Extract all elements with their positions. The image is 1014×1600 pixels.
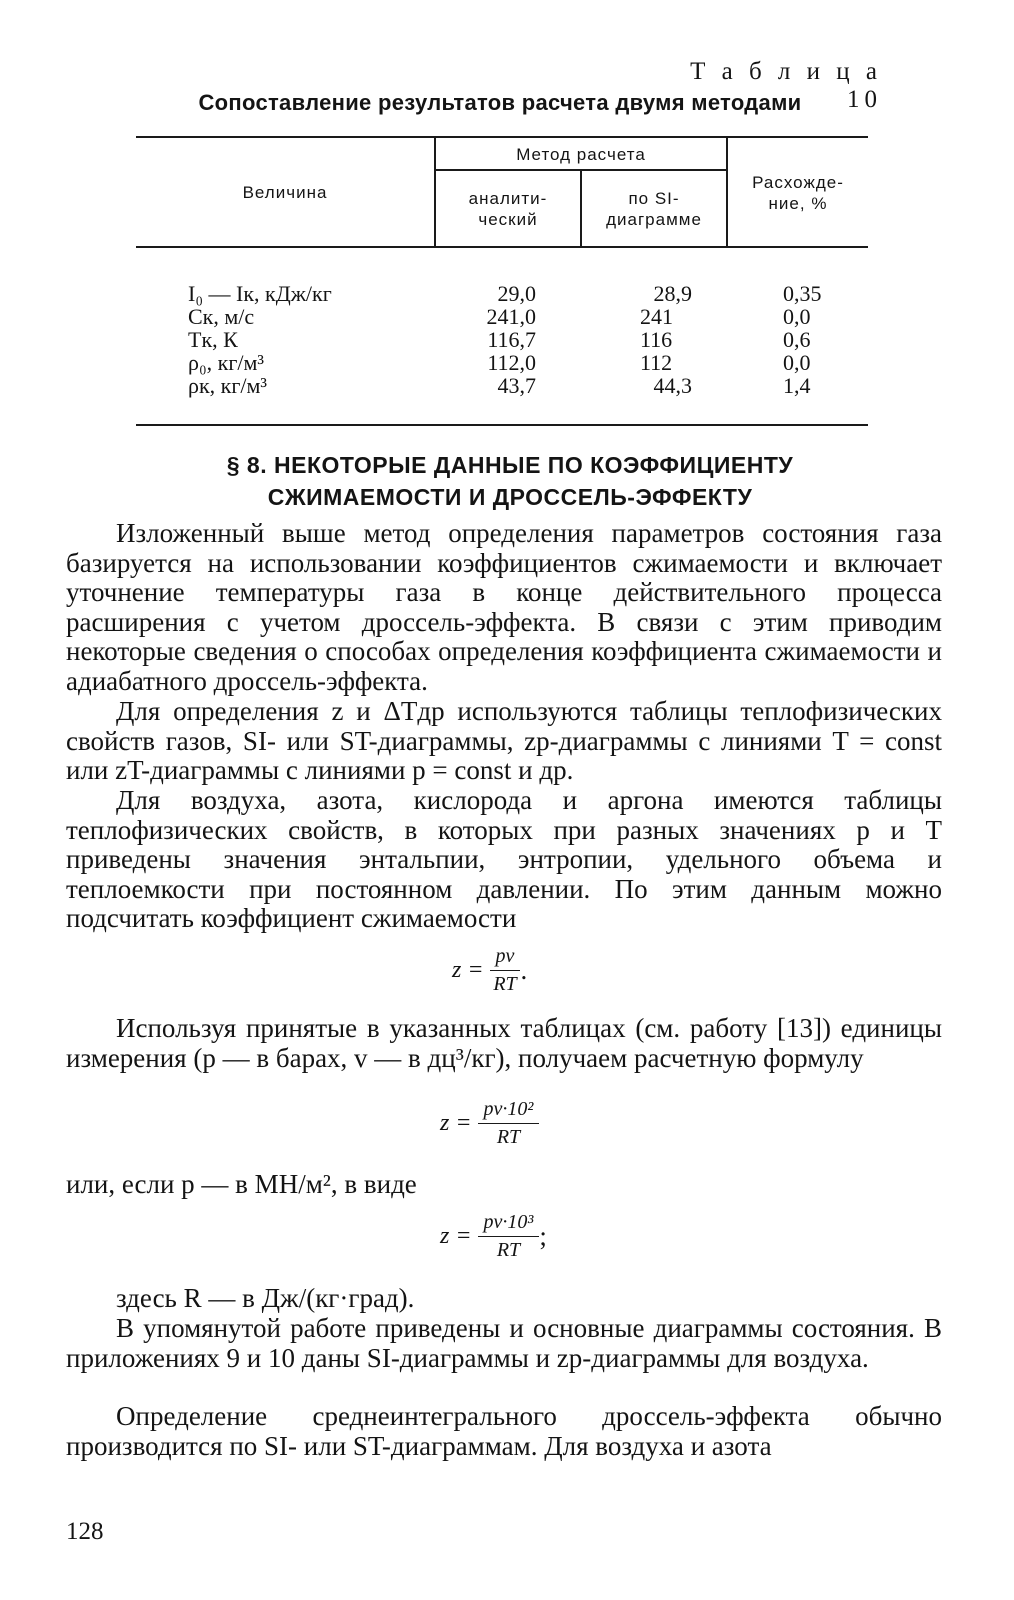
cell-si: 241	[640, 304, 673, 329]
formula-lhs: z =	[452, 957, 484, 983]
section-heading-line2: СЖИМАЕМОСТИ И ДРОССЕЛЬ-ЭФФЕКТУ	[267, 484, 753, 510]
paragraph-5: или, если p — в МН/м², в виде	[66, 1169, 417, 1199]
cell-analytic: 116,7	[487, 327, 536, 352]
denominator: RT	[496, 1126, 521, 1148]
cell-diff: 0,35	[783, 281, 822, 306]
numerator: pv·10³	[478, 1211, 540, 1237]
cell-diff: 0,0	[783, 350, 811, 375]
paragraph-2: Для определения z и ΔTдр используются таблицы теплофизических свойств газов, SI- или ST-диаграммы, zp-диаграммы с линиями T = const или zT-диаграммы с линиями p = const и др.	[66, 696, 942, 785]
header-quantity: Величина	[242, 183, 328, 202]
formula-tail: ;	[539, 1221, 547, 1251]
cell-si: 44,3	[653, 373, 692, 398]
fraction	[490, 945, 521, 996]
formula-lhs: z =	[440, 1110, 472, 1136]
numerator: pv	[490, 945, 521, 971]
formula-tail: .	[520, 955, 528, 985]
cell-analytic: 43,7	[497, 373, 536, 398]
fraction	[478, 1211, 540, 1262]
formula-3	[440, 1211, 547, 1262]
denominator: RT	[493, 973, 517, 995]
header-method: Метод расчета	[516, 145, 646, 164]
denominator: RT	[496, 1239, 521, 1261]
formula-2	[440, 1098, 539, 1149]
table-title: Сопоставление результатов расчета двумя методами	[198, 90, 802, 115]
header-diff: Расхожде- ние, %	[752, 173, 844, 213]
cell-si: 112	[640, 350, 673, 375]
table-number: Т а б л и ц а 10	[690, 58, 882, 113]
table-header-rule	[136, 246, 868, 248]
paragraph-3: Для воздуха, азота, кислорода и аргона имеются таблицы теплофизических свойств, в которых при разных значениях p и T приведены значения энтальпии, энтропии, удельного объема и теплоемкости при постоянном давлении. По этим данным можно подсчитать коэффициент сжимаемости	[66, 785, 942, 933]
cell-diff: 1,4	[783, 373, 811, 398]
cell-si: 116	[640, 327, 673, 352]
paragraph-4: Используя принятые в указанных таблицах (см. работу [13]) единицы измерения (p — в барах, v — в дц³/кг), получаем расчетную формулу	[66, 1013, 942, 1073]
paragraph-8: Определение среднеинтегрального дроссель-эффекта обычно производится по SI- или ST-диаграммам. Для воздуха и азота	[66, 1401, 942, 1461]
formula-1	[452, 945, 527, 996]
cell-quantity: I₀ — Iк, кДж/кг	[188, 281, 332, 306]
fraction	[478, 1098, 540, 1149]
cell-analytic: 29,0	[497, 281, 536, 306]
cell-quantity: Tк, К	[188, 327, 238, 352]
cell-analytic: 241,0	[486, 304, 536, 329]
cell-diff: 0,0	[783, 304, 811, 329]
page-number: 128	[66, 1518, 104, 1545]
cell-quantity: Cк, м/с	[188, 304, 255, 329]
section-heading-line1: § 8. НЕКОТОРЫЕ ДАННЫЕ ПО КОЭФФИЦИЕНТУ	[226, 452, 794, 478]
paragraph-7: В упомянутой работе приведены и основные диаграммы состояния. В приложениях 9 и 10 даны SI-диаграммы и zp-диаграммы для воздуха.	[66, 1313, 942, 1373]
cell-quantity: ρк, кг/м³	[188, 373, 268, 398]
cell-analytic: 112,0	[487, 350, 536, 375]
paragraph-1: Изложенный выше метод определения параметров состояния газа базируется на использовании коэффициентов сжимаемости и включает уточнение температуры газа в конце действительного процесса расширения с учетом дроссель-эффекта. В связи с этим приводим некоторые сведения о способах определения коэффициента сжимаемости и адиабатного дроссель-эффекта.	[66, 518, 942, 696]
cell-si: 28,9	[653, 281, 692, 306]
cell-diff: 0,6	[783, 327, 811, 352]
formula-lhs: z =	[440, 1223, 472, 1249]
header-analytic: аналити- ческий	[468, 189, 548, 229]
paragraph-6: здесь R — в Дж/(кг·град).	[116, 1283, 415, 1313]
numerator: pv·10²	[478, 1098, 540, 1124]
cell-quantity: ρ₀, кг/м³	[188, 350, 264, 375]
header-si: по SI- диаграмме	[606, 189, 702, 229]
table-top-rule	[136, 136, 868, 138]
table-bottom-rule	[136, 424, 868, 426]
